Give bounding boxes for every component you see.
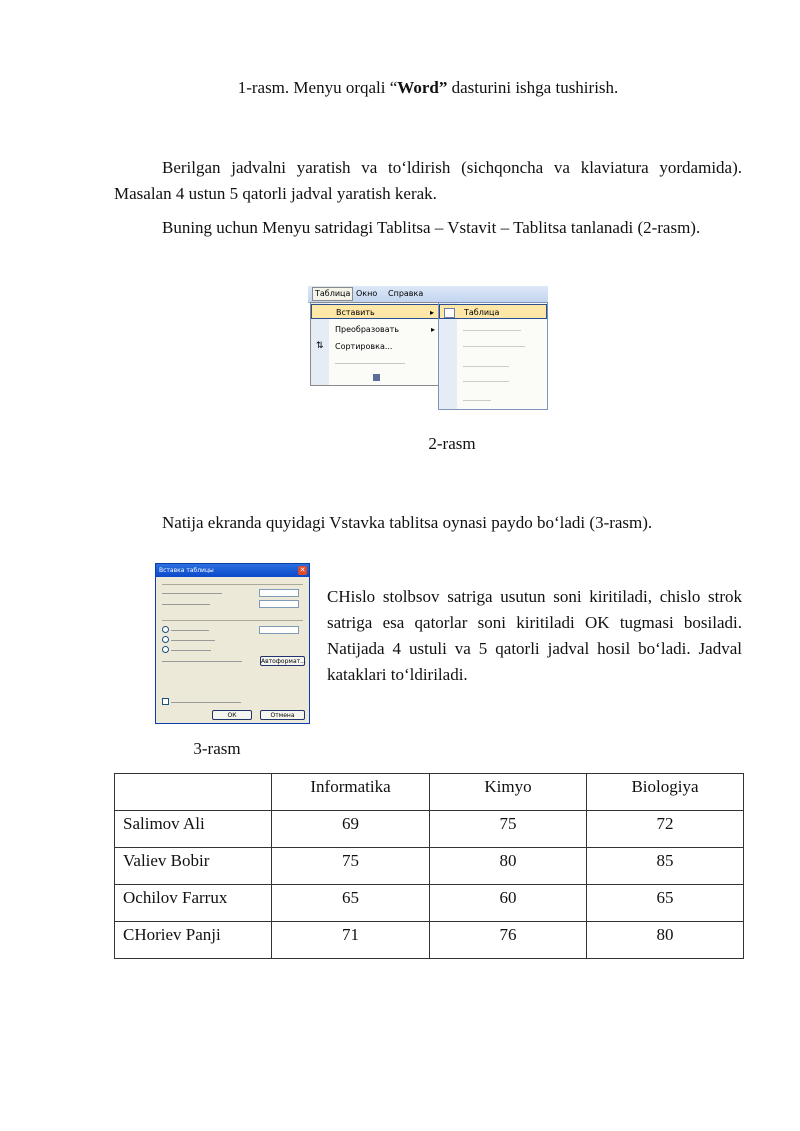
submenu-item-disabled-2 <box>439 339 547 354</box>
table-cell-score: 75 <box>430 811 587 848</box>
submenu-item-disabled-3 <box>439 359 547 374</box>
table-cell-score: 60 <box>430 885 587 922</box>
column-width-input[interactable] <box>259 626 299 634</box>
submenu-arrow-icon: ▸ <box>429 308 434 317</box>
columns-count-input[interactable] <box>259 589 299 597</box>
table-menu-dropdown <box>310 302 442 386</box>
table-cell-score: 75 <box>272 848 430 885</box>
menu-item-convert[interactable] <box>311 322 441 337</box>
table-cell-score: 80 <box>430 848 587 885</box>
submenu-item-disabled-4 <box>439 374 547 389</box>
rows-count-input[interactable] <box>259 600 299 608</box>
checkbox-icon <box>162 698 169 705</box>
table-cell-score: 72 <box>587 811 744 848</box>
menu-item-convert-label: Преобразовать <box>335 325 399 334</box>
sort-icon: ⇅ <box>316 341 324 351</box>
table-cell-score: 76 <box>430 922 587 959</box>
table-row <box>115 848 744 885</box>
menu-item-disabled-placeholder <box>335 363 405 364</box>
dialog-title: Вставка таблицы <box>159 567 214 574</box>
close-icon[interactable]: ✕ <box>299 566 306 574</box>
grades-table <box>114 773 744 959</box>
table-cell-name: CHoriev Panji <box>115 922 272 959</box>
menu-item-sort[interactable] <box>311 339 441 354</box>
table-cell-score: 69 <box>272 811 430 848</box>
menu-item-insert-label: Вставить <box>336 308 375 317</box>
paragraph-menu-path <box>114 215 742 241</box>
table-cell-name: Ochilov Farrux <box>115 885 272 922</box>
menubar-item-help[interactable]: Справка <box>388 289 424 298</box>
table-row <box>115 885 744 922</box>
table-style-label <box>162 657 242 664</box>
figure-1-caption-suffix: dasturini ishga tushirish. <box>447 78 619 97</box>
figure-3-insert-table-dialog <box>155 563 310 724</box>
dialog-group-line-autofit <box>162 620 303 621</box>
dialog-columns-row <box>162 589 222 596</box>
submenu-item-disabled-1 <box>439 323 547 338</box>
menu-item-disabled <box>311 356 441 371</box>
radio-fixed-width[interactable] <box>162 626 209 633</box>
table-cell-name: Valiev Bobir <box>115 848 272 885</box>
submenu-item-table[interactable] <box>439 304 547 319</box>
dialog-group-line-size <box>162 584 303 585</box>
table-header-cell: Informatika <box>272 774 430 811</box>
menu-expand-icon[interactable] <box>311 370 441 385</box>
radio-autofit-content[interactable] <box>162 636 215 643</box>
dialog-rows-row <box>162 600 210 607</box>
menubar-item-table[interactable]: Таблица <box>312 287 353 301</box>
menu-item-insert[interactable] <box>311 304 441 319</box>
table-icon <box>444 308 455 318</box>
cancel-button[interactable]: Отмена <box>260 710 305 720</box>
figure-1-caption-bold: Word” <box>397 78 448 97</box>
table-cell-score: 80 <box>587 922 744 959</box>
paragraph-dialog-instructions <box>327 584 742 688</box>
table-cell-score: 65 <box>587 885 744 922</box>
remember-dimensions-checkbox[interactable] <box>162 698 241 705</box>
paragraph-1-text: Berilgan jadvalni yaratish va to‘ldirish (sichqoncha va klaviatura yordamida). Masalan 4 ustun 5 qatorli jadval yaratish kerak. <box>114 158 742 203</box>
table-cell-score: 71 <box>272 922 430 959</box>
menu-item-sort-label: Сортировка... <box>335 342 393 351</box>
figure-3-caption: 3-rasm <box>193 739 241 758</box>
radio-icon <box>162 636 169 643</box>
insert-submenu <box>438 302 548 410</box>
table-header-cell: Biologiya <box>587 774 744 811</box>
table-cell-name: Salimov Ali <box>115 811 272 848</box>
figure-1-caption <box>114 75 742 101</box>
table-header-row <box>115 774 744 811</box>
figure-2-caption: 2-rasm <box>428 434 476 453</box>
table-cell-score: 85 <box>587 848 744 885</box>
radio-icon <box>162 626 169 633</box>
figure-2-menu-screenshot <box>308 286 548 410</box>
submenu-item-disabled-5 <box>439 393 547 408</box>
paragraph-2-text: Buning uchun Menyu satridagi Tablitsa – Vstavit – Tablitsa tanlanadi (2-rasm). <box>162 218 701 237</box>
radio-autofit-window[interactable] <box>162 646 211 653</box>
paragraph-3-text: Natija ekranda quyidagi Vstavka tablitsa oynasi paydo bo‘ladi (3-rasm). <box>162 513 653 532</box>
dialog-titlebar <box>156 564 309 577</box>
table-row <box>115 922 744 959</box>
menubar-item-window[interactable]: Окно <box>356 289 378 298</box>
radio-icon <box>162 646 169 653</box>
paragraph-create-table <box>114 155 742 207</box>
submenu-arrow-icon: ▸ <box>430 325 435 334</box>
table-header-cell <box>115 774 272 811</box>
autoformat-button[interactable]: Автоформат... <box>261 658 306 665</box>
paragraph-4-text: CHislo stolbsov satriga usutun soni kiritiladi, chislo strok satriga esa qatorlar soni kiritiladi OK tugmasi bosiladi. Natijada 4 ustuli va 5 qatorli jadval hosil bo‘ladi. Jadval kataklari to‘ldiriladi. <box>327 587 742 684</box>
table-header-cell: Kimyo <box>430 774 587 811</box>
table-cell-score: 65 <box>272 885 430 922</box>
ok-button[interactable]: ОК <box>212 710 252 720</box>
submenu-item-table-label: Таблица <box>464 308 500 317</box>
menu-bar <box>308 286 548 303</box>
figure-1-caption-prefix: 1-rasm. Menyu orqali “ <box>237 78 398 97</box>
paragraph-dialog-appears <box>114 510 742 536</box>
table-row <box>115 811 744 848</box>
